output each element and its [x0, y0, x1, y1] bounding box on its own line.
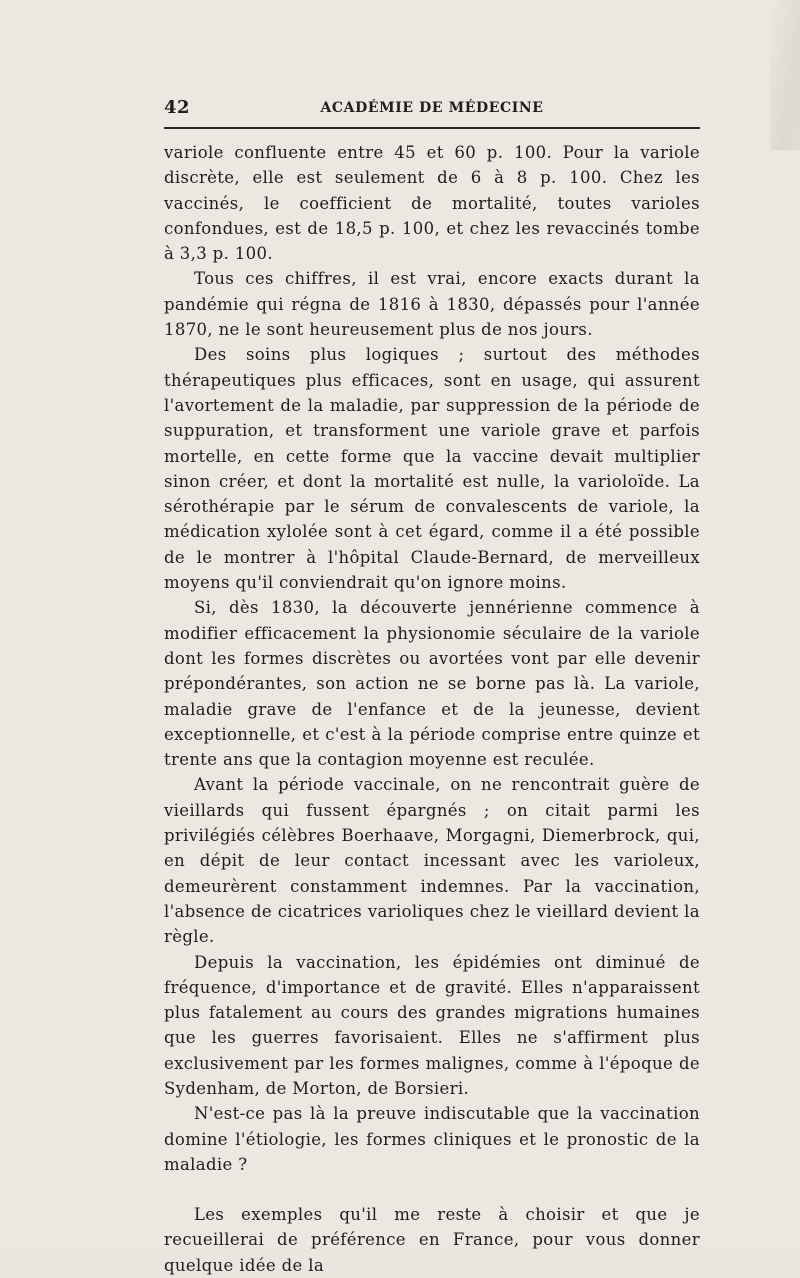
running-title: ACADÉMIE DE MÉDECINE [320, 100, 544, 116]
paragraph: N'est-ce pas là la preuve indiscutable que la vaccination domine l'étiologie, les formes cliniques et le pronostic de la maladie ? [164, 1104, 700, 1174]
paragraph: Depuis la vaccination, les épidémies ont diminué de fréquence, d'importance et de gravité. Elles n'apparaissent plus fatalement au cours des grandes migrations humaines que les guerres favorisaient. Elles ne s'affirment plus exclusivement par les formes malignes, comme à l'époque de Sydenham, de Morton, de Borsieri. [164, 952, 700, 1098]
page-header [164, 97, 700, 123]
paragraph-continued: variole confluente entre 45 et 60 p. 100. Pour la variole discrète, elle est seulement de 6 à 8 p. 100. Chez les vaccinés, le coefficient de mortalité, toutes varioles confondues, est de 18,5 p. 100, et chez les revaccinés tombe à 3,3 p. 100. [164, 143, 700, 264]
body-text [164, 140, 700, 1278]
page-number: 42 [164, 97, 191, 118]
paragraph: Si, dès 1830, la découverte jennérienne commence à modifier efficacement la physionomie séculaire de la variole dont les formes discrètes ou avortées vont par elle devenir prépondérantes, son action ne se borne pas là. La variole, maladie grave de l'enfance et de la jeunesse, devient exceptionnelle, et c'est à la période comprise entre quinze et trente ans que la contagion moyenne est reculée. [164, 598, 700, 770]
page-fold-shadow [770, 0, 800, 150]
paragraph: Les exemples qu'il me reste à choisir et que je recueillerai de préférence en France, pour vous donner quelque idée de la [164, 1205, 700, 1275]
paragraph: Des soins plus logiques ; surtout des méthodes thérapeutiques plus efficaces, sont en usage, qui assurent l'avortement de la maladie, par suppression de la période de suppuration, et transforment une variole grave et parfois mortelle, en cette forme que la vaccine devait multiplier sinon créer, et dont la mortalité est nulle, la varioloïde. La sérothérapie par le sérum de convalescents de variole, la médication xylolée sont à cet égard, comme il a été possible de le montrer à l'hôpital Claude-Bernard, de merveilleux moyens qu'il conviendrait qu'on ignore moins. [164, 345, 700, 593]
paragraph: Avant la période vaccinale, on ne rencontrait guère de vieillards qui fussent épargnés ; on citait parmi les privilégiés célèbres Boerhaave, Morgagni, Diemerbrock, qui, en dépit de leur contact incessant avec les varioleux, demeurèrent constamment indemnes. Par la vaccination, l'absence de cicatrices varioliques chez le vieillard devient la règle. [164, 775, 700, 947]
paragraph: Tous ces chiffres, il est vrai, encore exacts durant la pandémie qui régna de 1816 à 1830, dépassés pour l'année 1870, ne le sont heureusement plus de nos jours. [164, 269, 700, 340]
header-rule [164, 127, 700, 129]
